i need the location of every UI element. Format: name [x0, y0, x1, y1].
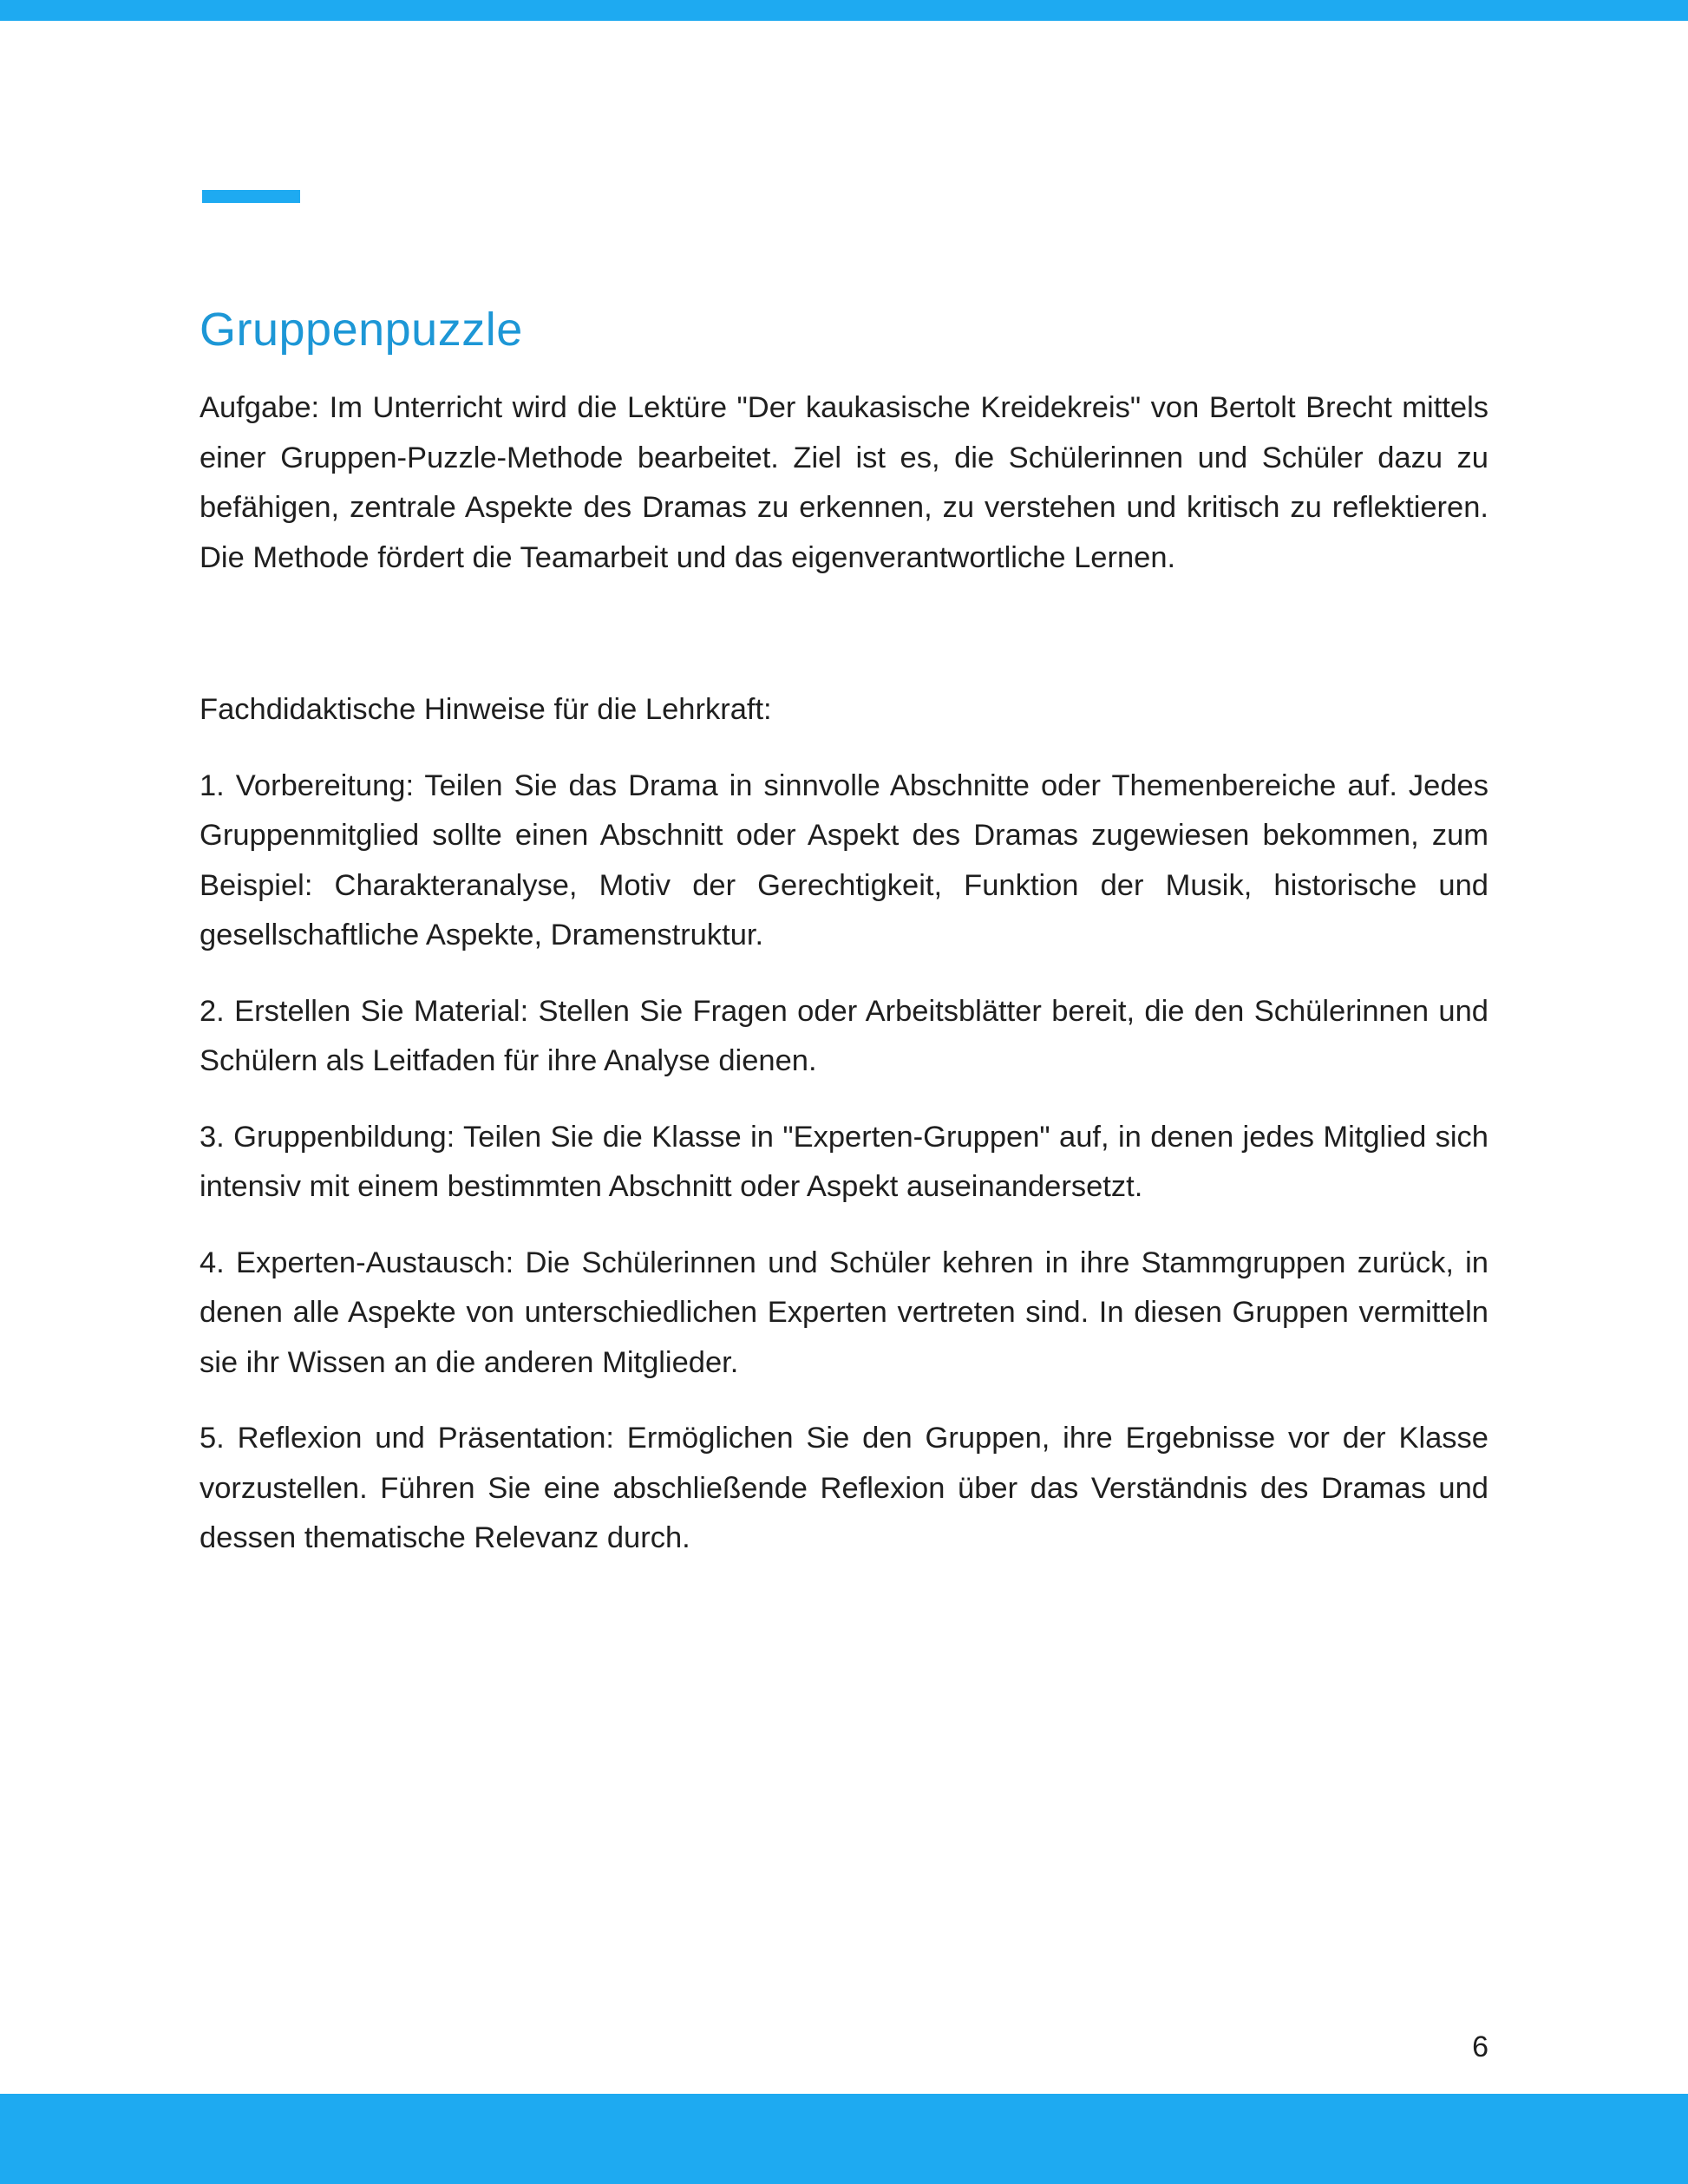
bottom-accent-bar	[0, 2094, 1688, 2184]
page-content	[200, 295, 1488, 1564]
title-accent-rule	[202, 190, 300, 203]
step-reflection: 5. Reflexion und Präsentation: Ermöglichen Sie den Gruppen, ihre Ergebnisse vor der Klasse vorzustellen. Führen Sie eine abschließende Reflexion über das Verständnis des Dramas und dessen thematische Relevanz durch.	[200, 1422, 1488, 1554]
task-paragraph: Aufgabe: Im Unterricht wird die Lektüre "Der kaukasische Kreidekreis" von Bertolt Brecht mittels einer Gruppen-Puzzle-Methode bearbeitet. Ziel ist es, die Schülerinnen und Schüler dazu zu befähigen, zentrale Aspekte des Dramas zu erkennen, zu verstehen und kritisch zu reflektieren. Die Methode fördert die Teamarbeit und das eigenverantwortliche Lernen.	[200, 391, 1488, 574]
page-number: 6	[1472, 2030, 1488, 2063]
step-group-formation: 3. Gruppenbildung: Teilen Sie die Klasse in "Experten-Gruppen" auf, in denen jedes Mitglied sich intensiv mit einem bestimmten Abschnitt oder Aspekt auseinandersetzt.	[200, 1120, 1488, 1203]
page-title: Gruppenpuzzle	[200, 304, 523, 356]
step-preparation: 1. Vorbereitung: Teilen Sie das Drama in sinnvolle Abschnitte oder Themenbereiche auf. Jedes Gruppenmitglied sollte einen Abschnitt oder Aspekt des Dramas zugewiesen bekommen, zum Beispiel: Charakteranalyse, Motiv der Gerechtigkeit, Funktion der Musik, historische und gesellschaftliche Aspekte, Dramenstruktur.	[200, 768, 1488, 951]
step-expert-exchange: 4. Experten-Austausch: Die Schülerinnen und Schüler kehren in ihre Stammgruppen zurück, in denen alle Aspekte von unterschiedlichen Experten vertreten sind. In diesen Gruppen vermitteln sie ihr Wissen an die anderen Mitglieder.	[200, 1246, 1488, 1379]
hints-heading: Fachdidaktische Hinweise für die Lehrkraft:	[200, 693, 772, 726]
top-accent-bar	[0, 0, 1688, 21]
step-material: 2. Erstellen Sie Material: Stellen Sie Fragen oder Arbeitsblätter bereit, die den Schülerinnen und Schülern als Leitfaden für ihre Analyse dienen.	[200, 994, 1488, 1077]
